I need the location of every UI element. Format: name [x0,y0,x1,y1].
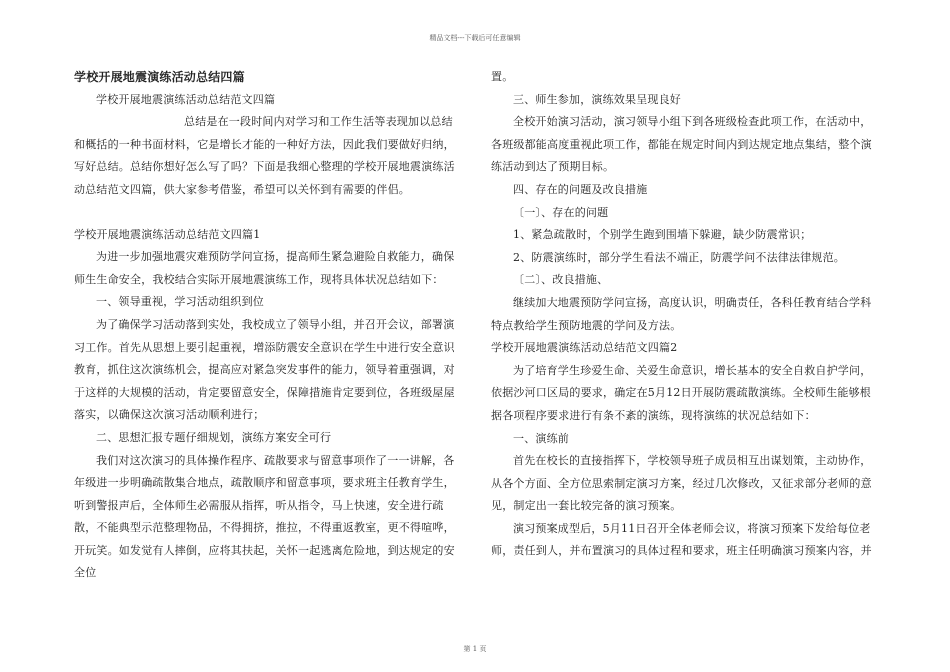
paragraph: 我们对这次演习的具体操作程序、疏散要求与留意事项作了一一讲解，各年级进一步明确疏散集合地点，疏散顺序和留意事项，要求班主任教育学生，听到警报声后，全体师生必需服从指挥，听从指令，马上快速，安全进行疏散，不能典型示范整理物品，不得拥挤，推拉，不得重返教室，更不得喧哗，开玩笑。如发觉有人摔倒，应将其扶起，关怀一起逃离危险地，到达规定的安全位 [74,453,455,580]
paragraph: 〔二〕、改良措施、 [513,273,609,287]
paragraph: 一、领导重视，学习活动组织到位 [96,295,264,309]
paragraph: 为了确保学习活动落到实处，我校成立了领导小组，并召开会议，部署演习工作。首先从思想上要引起重视，增添防震安全意识在学生中进行安全意识教育，抓住这次演练机会，提高应对紧急突发事件的能力，领导着重强调，对于这样的大规模的活动，肯定要留意安全，保障措施肯定要到位，各班级屋屋落实，以确保这次演习活动顺利进行； [74,317,455,422]
paragraph: 全校开始演习活动，演习领导小组下到各班级检查此项工作，在活动中，各班级都能高度重视此项工作，都能在规定时间内到达规定地点集结，整个演练活动到达了预期目标。 [491,115,872,174]
paragraph: 1、紧急疏散时，个别学生跑到围墙下躲避，缺少防震常识； [513,228,812,242]
blank-line [74,202,459,224]
paragraph: 四、存在的问题及改良措施 [513,182,648,196]
page-header: 精品文档---下载后可任意编辑 [429,34,521,42]
paragraph: 学校开展地震演练活动总结范文四篇2 [491,341,678,355]
paragraph: 置。 [491,70,514,83]
paragraph: 为了培育学生珍爱生命、关爱生命意识，增长基本的安全自救自护学问，依据沙河口区局的要求，确定在5月12日开展防震疏散演练。全校师生能够根据各项程序要求进行有条不紊的演练，现将演练的状况总结如下： [491,363,872,422]
right-column [491,66,876,563]
paragraph: 首先在校长的直接指挥下，学校领导班子成员相互出谋划策，主动协作，从各个方面、全方位思索制定演习方案，经过几次修改，又征求部分老师的意见，制定出一套比较完备的演习预案。 [491,454,872,513]
paragraph: 2、防震演练时，部分学生看法不端正，防震学问不法律法律规范。 [513,250,845,264]
page-footer: 第 1 页 [463,645,487,653]
paragraph: 一、演练前 [513,431,569,445]
paragraph: 演习预案成型后，5月11日召开全体老师会议，将演习预案下发给每位老师，责任到人，并布置演习的具体过程和要求，班主任明确演习预案内容，并 [491,521,872,558]
paragraph: 学校开展地震演练活动总结范文四篇1 [74,227,261,241]
paragraph: 总结是在一段时间内对学习和工作生活等表现加以总结和概括的一种书面材料，它是增长才能的一种好方法，因此我们要做好归纳，写好总结。总结你想好怎么写了吗？下面是我细心整理的学校开展地震演练活动总结范文四篇，供大家参考借鉴，希望可以关怀到有需要的伴侣。 [74,115,455,196]
paragraph: 为进一步加强地震灾难预防学问宣扬，提高师生紧急避险自救能力，确保师生生命安全，我校结合实际开展地震演练工作，现将具体状况总结如下： [74,250,455,286]
paragraph: 继续加大地震预防学问宣扬，高度认识，明确责任，各科任教育结合学科特点教给学生预防地震的学问及方法。 [491,295,872,332]
paragraph: 学校开展地震演练活动总结范文四篇 [96,92,276,106]
paragraph: 二、思想汇报专题仔细规划，演练方案安全可行 [96,430,332,444]
document-title: 学校开展地震演练活动总结四篇 [74,70,245,84]
paragraph: 三、师生参加，演练效果呈现良好 [513,92,681,106]
paragraph: 〔一〕、存在的问题 [513,205,609,219]
left-column [74,66,459,585]
